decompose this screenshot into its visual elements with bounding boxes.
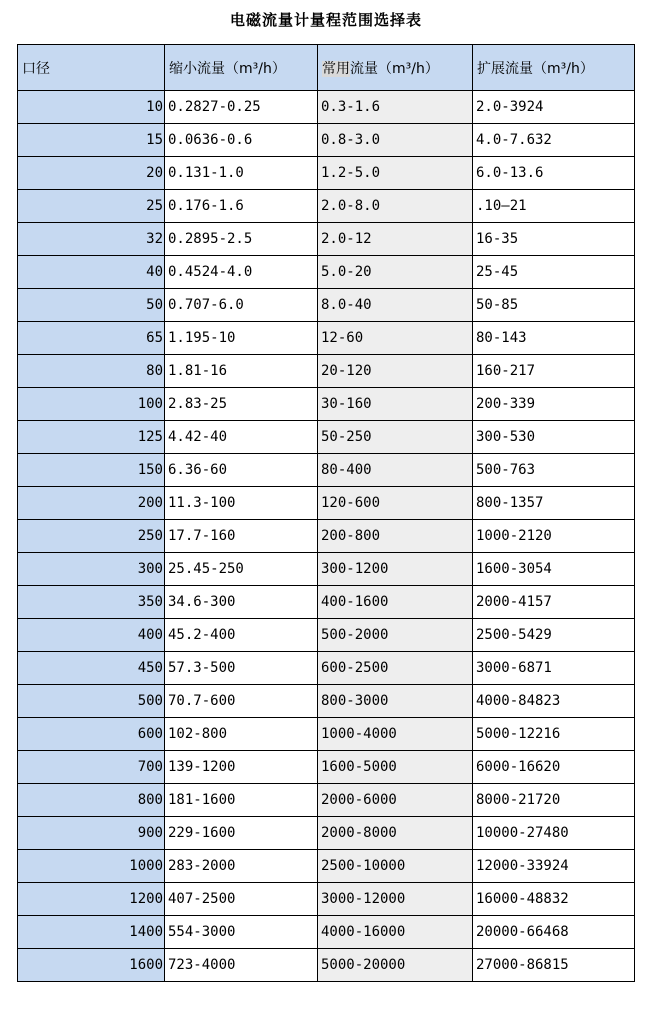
diameter-cell: 100 [18, 388, 165, 421]
table-row [18, 355, 635, 388]
diameter-cell: 500 [18, 685, 165, 718]
common-flow-cell: 2000-6000 [318, 784, 473, 817]
header-common-flow-highlight: 常用 [322, 60, 350, 77]
diameter-cell: 15 [18, 124, 165, 157]
diameter-cell: 1000 [18, 850, 165, 883]
common-flow-cell: 50-250 [318, 421, 473, 454]
common-flow-cell: 1000-4000 [318, 718, 473, 751]
diameter-cell: 125 [18, 421, 165, 454]
reduced-flow-cell: 1.81-16 [165, 355, 318, 388]
extended-flow-cell: 1600-3054 [473, 553, 635, 586]
common-flow-cell: 2.0-8.0 [318, 190, 473, 223]
diameter-cell: 50 [18, 289, 165, 322]
reduced-flow-cell: 554-3000 [165, 916, 318, 949]
table-row [18, 784, 635, 817]
table-row [18, 454, 635, 487]
extended-flow-cell: 2.0-3924 [473, 91, 635, 124]
reduced-flow-cell: 70.7-600 [165, 685, 318, 718]
diameter-cell: 350 [18, 586, 165, 619]
table-row [18, 916, 635, 949]
common-flow-cell: 12-60 [318, 322, 473, 355]
common-flow-cell: 2500-10000 [318, 850, 473, 883]
page-title: 电磁流量计量程范围选择表 [229, 11, 422, 29]
common-flow-cell: 200-800 [318, 520, 473, 553]
reduced-flow-cell: 139-1200 [165, 751, 318, 784]
reduced-flow-cell: 0.0636-0.6 [165, 124, 318, 157]
header-common-flow-rest: 流量（m³/h） [350, 60, 439, 77]
table-row [18, 289, 635, 322]
diameter-cell: 1400 [18, 916, 165, 949]
diameter-cell: 700 [18, 751, 165, 784]
extended-flow-cell: 10000-27480 [473, 817, 635, 850]
common-flow-cell: 4000-16000 [318, 916, 473, 949]
common-flow-cell: 5.0-20 [318, 256, 473, 289]
common-flow-cell: 0.8-3.0 [318, 124, 473, 157]
diameter-cell: 1600 [18, 949, 165, 982]
reduced-flow-cell: 0.2895-2.5 [165, 223, 318, 256]
common-flow-cell: 2.0-12 [318, 223, 473, 256]
table-row [18, 157, 635, 190]
reduced-flow-cell: 181-1600 [165, 784, 318, 817]
table-row [18, 817, 635, 850]
diameter-cell: 25 [18, 190, 165, 223]
table-row [18, 256, 635, 289]
extended-flow-cell: 500-763 [473, 454, 635, 487]
table-row [18, 685, 635, 718]
extended-flow-cell: 16000-48832 [473, 883, 635, 916]
table-row [18, 718, 635, 751]
diameter-cell: 400 [18, 619, 165, 652]
table-row [18, 91, 635, 124]
reduced-flow-cell: 34.6-300 [165, 586, 318, 619]
table-header-row [18, 45, 635, 91]
reduced-flow-cell: 25.45-250 [165, 553, 318, 586]
extended-flow-cell: 8000-21720 [473, 784, 635, 817]
header-extended-flow: 扩展流量（m³/h） [473, 45, 635, 91]
common-flow-cell: 80-400 [318, 454, 473, 487]
common-flow-cell: 8.0-40 [318, 289, 473, 322]
common-flow-cell: 3000-12000 [318, 883, 473, 916]
extended-flow-cell: 200-339 [473, 388, 635, 421]
table-row [18, 751, 635, 784]
header-reduced-flow: 缩小流量（m³/h） [165, 45, 318, 91]
table-row [18, 652, 635, 685]
extended-flow-cell: 5000-12216 [473, 718, 635, 751]
diameter-cell: 40 [18, 256, 165, 289]
diameter-cell: 300 [18, 553, 165, 586]
extended-flow-cell: 27000-86815 [473, 949, 635, 982]
reduced-flow-cell: 0.176-1.6 [165, 190, 318, 223]
table-row [18, 487, 635, 520]
table-row [18, 949, 635, 982]
extended-flow-cell: 25-45 [473, 256, 635, 289]
reduced-flow-cell: 0.2827-0.25 [165, 91, 318, 124]
flow-range-table [17, 44, 635, 982]
header-common-flow [318, 45, 473, 91]
common-flow-cell: 5000-20000 [318, 949, 473, 982]
table-row [18, 388, 635, 421]
extended-flow-cell: .10—21 [473, 190, 635, 223]
reduced-flow-cell: 11.3-100 [165, 487, 318, 520]
extended-flow-cell: 16-35 [473, 223, 635, 256]
table-row [18, 883, 635, 916]
table-row [18, 553, 635, 586]
diameter-cell: 10 [18, 91, 165, 124]
common-flow-cell: 1600-5000 [318, 751, 473, 784]
extended-flow-cell: 2500-5429 [473, 619, 635, 652]
table-row [18, 850, 635, 883]
common-flow-cell: 120-600 [318, 487, 473, 520]
extended-flow-cell: 300-530 [473, 421, 635, 454]
diameter-cell: 65 [18, 322, 165, 355]
reduced-flow-cell: 0.707-6.0 [165, 289, 318, 322]
common-flow-cell: 500-2000 [318, 619, 473, 652]
diameter-cell: 900 [18, 817, 165, 850]
common-flow-cell: 800-3000 [318, 685, 473, 718]
reduced-flow-cell: 57.3-500 [165, 652, 318, 685]
diameter-cell: 600 [18, 718, 165, 751]
diameter-cell: 80 [18, 355, 165, 388]
header-diameter: 口径 [18, 45, 165, 91]
diameter-cell: 800 [18, 784, 165, 817]
extended-flow-cell: 2000-4157 [473, 586, 635, 619]
table-body [18, 91, 635, 982]
common-flow-cell: 300-1200 [318, 553, 473, 586]
reduced-flow-cell: 0.4524-4.0 [165, 256, 318, 289]
table-row [18, 520, 635, 553]
reduced-flow-cell: 229-1600 [165, 817, 318, 850]
diameter-cell: 1200 [18, 883, 165, 916]
table-row [18, 223, 635, 256]
reduced-flow-cell: 17.7-160 [165, 520, 318, 553]
reduced-flow-cell: 6.36-60 [165, 454, 318, 487]
extended-flow-cell: 1000-2120 [473, 520, 635, 553]
table-row [18, 322, 635, 355]
extended-flow-cell: 6000-16620 [473, 751, 635, 784]
diameter-cell: 32 [18, 223, 165, 256]
diameter-cell: 150 [18, 454, 165, 487]
common-flow-cell: 600-2500 [318, 652, 473, 685]
extended-flow-cell: 50-85 [473, 289, 635, 322]
reduced-flow-cell: 283-2000 [165, 850, 318, 883]
reduced-flow-cell: 723-4000 [165, 949, 318, 982]
common-flow-cell: 1.2-5.0 [318, 157, 473, 190]
reduced-flow-cell: 45.2-400 [165, 619, 318, 652]
reduced-flow-cell: 407-2500 [165, 883, 318, 916]
common-flow-cell: 2000-8000 [318, 817, 473, 850]
diameter-cell: 200 [18, 487, 165, 520]
extended-flow-cell: 4000-84823 [473, 685, 635, 718]
common-flow-cell: 30-160 [318, 388, 473, 421]
table-row [18, 190, 635, 223]
extended-flow-cell: 160-217 [473, 355, 635, 388]
reduced-flow-cell: 1.195-10 [165, 322, 318, 355]
table-row [18, 619, 635, 652]
extended-flow-cell: 20000-66468 [473, 916, 635, 949]
reduced-flow-cell: 102-800 [165, 718, 318, 751]
reduced-flow-cell: 2.83-25 [165, 388, 318, 421]
common-flow-cell: 0.3-1.6 [318, 91, 473, 124]
common-flow-cell: 400-1600 [318, 586, 473, 619]
extended-flow-cell: 800-1357 [473, 487, 635, 520]
extended-flow-cell: 6.0-13.6 [473, 157, 635, 190]
common-flow-cell: 20-120 [318, 355, 473, 388]
table-row [18, 586, 635, 619]
table-row [18, 124, 635, 157]
reduced-flow-cell: 0.131-1.0 [165, 157, 318, 190]
extended-flow-cell: 4.0-7.632 [473, 124, 635, 157]
extended-flow-cell: 3000-6871 [473, 652, 635, 685]
diameter-cell: 450 [18, 652, 165, 685]
diameter-cell: 20 [18, 157, 165, 190]
reduced-flow-cell: 4.42-40 [165, 421, 318, 454]
extended-flow-cell: 80-143 [473, 322, 635, 355]
diameter-cell: 250 [18, 520, 165, 553]
table-row [18, 421, 635, 454]
extended-flow-cell: 12000-33924 [473, 850, 635, 883]
